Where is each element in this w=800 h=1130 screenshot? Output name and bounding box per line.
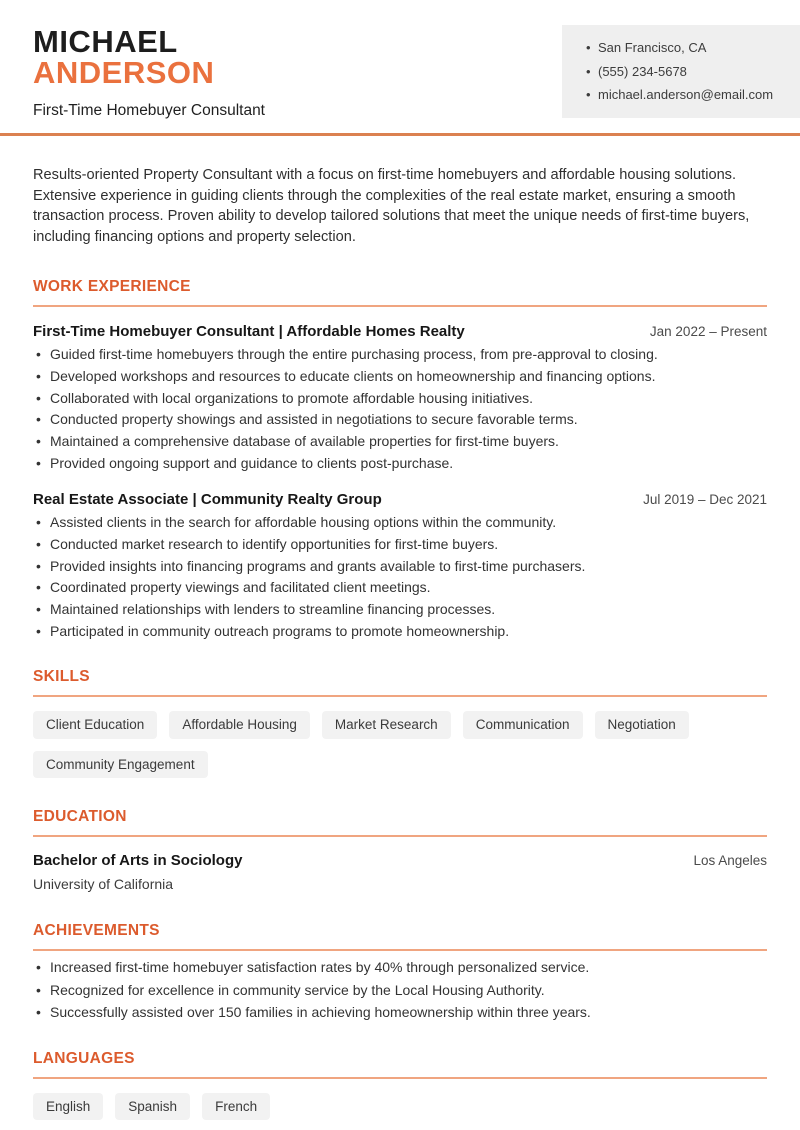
education-location: Los Angeles xyxy=(693,853,767,869)
job-bullet: • Maintained a comprehensive database of available properties for first-time buyers. xyxy=(33,434,767,448)
education-entry-header xyxy=(33,852,767,869)
skills-chip-list xyxy=(33,711,767,778)
job-dates: Jan 2022 – Present xyxy=(649,323,767,339)
job-bullet: • Developed workshops and resources to educate clients on homeownership and financing options. xyxy=(33,369,767,383)
education-heading: EDUCATION xyxy=(33,808,127,826)
skill-chip: Market Research xyxy=(322,711,451,739)
language-chip: English xyxy=(33,1093,103,1121)
job-bullet: • Collaborated with local organizations to promote affordable housing initiatives. xyxy=(33,391,767,405)
section-divider xyxy=(33,835,767,837)
section-divider xyxy=(33,949,767,951)
job-bullet: • Conducted property showings and assisted in negotiations to secure favorable terms. xyxy=(33,412,767,426)
section-skills xyxy=(33,668,767,778)
job-bullet: • Conducted market research to identify opportunities for first-time buyers. xyxy=(33,537,767,551)
section-education xyxy=(33,808,767,892)
job-header xyxy=(33,491,767,508)
degree-title: Bachelor of Arts in Sociology xyxy=(33,852,243,870)
school-name: University of California xyxy=(33,876,174,893)
contact-email: • michael.anderson@email.com xyxy=(586,83,790,107)
resume-body xyxy=(0,165,800,1120)
job-dates: Jul 2019 – Dec 2021 xyxy=(643,491,767,507)
achievements-list xyxy=(33,960,767,1020)
job-entry xyxy=(33,323,767,470)
section-languages xyxy=(33,1050,767,1121)
job-bullet: • Assisted clients in the search for affordable housing options within the community. xyxy=(33,515,767,529)
job-title: First-Time Homebuyer Consultant | Affordable Homes Realty xyxy=(33,322,465,340)
skill-chip: Affordable Housing xyxy=(169,711,310,739)
language-chip: French xyxy=(202,1093,270,1121)
work-experience-heading: WORK EXPERIENCE xyxy=(33,277,191,295)
achievement-bullet: • Recognized for excellence in community service by the Local Housing Authority. xyxy=(33,983,767,997)
skill-chip: Negotiation xyxy=(595,711,689,739)
header xyxy=(0,0,800,121)
job-bullet: • Participated in community outreach programs to promote homeownership. xyxy=(33,624,767,638)
name-first: MICHAEL xyxy=(33,24,178,59)
job-entry xyxy=(33,491,767,638)
achievement-bullet: • Successfully assisted over 150 families in achieving homeownership within three years. xyxy=(33,1005,767,1019)
job-bullet-list xyxy=(33,347,767,470)
job-title: Real Estate Associate | Community Realty Group xyxy=(33,490,382,508)
contact-list xyxy=(586,36,790,107)
role-title: First-Time Homebuyer Consultant xyxy=(33,102,265,119)
section-divider xyxy=(33,305,767,307)
job-bullet: • Provided insights into financing programs and grants available to first-time purchasers. xyxy=(33,559,767,573)
skill-chip: Community Engagement xyxy=(33,751,208,779)
languages-heading: LANGUAGES xyxy=(33,1049,135,1067)
achievement-bullet: • Increased first-time homebuyer satisfaction rates by 40% through personalized service. xyxy=(33,960,767,974)
job-bullet-list xyxy=(33,515,767,638)
section-work-experience xyxy=(33,278,767,638)
skills-heading: SKILLS xyxy=(33,668,90,686)
job-bullet: • Coordinated property viewings and facilitated client meetings. xyxy=(33,580,767,594)
summary-paragraph: Results-oriented Property Consultant with a focus on first-time homebuyers and affordable housing solutions. Extensive experience in guiding clients through the complexities of the real estate market, ensuring a smooth transaction process. Proven ability to develop tailored solutions that meet the unique needs of first-time buyers, including financing options and property selection. xyxy=(33,167,750,246)
section-achievements xyxy=(33,922,767,1020)
name-last: ANDERSON xyxy=(33,55,215,90)
language-chip: Spanish xyxy=(115,1093,190,1121)
job-bullet: • Maintained relationships with lenders to streamline financing processes. xyxy=(33,602,767,616)
skill-chip: Client Education xyxy=(33,711,157,739)
languages-chip-list xyxy=(33,1093,767,1121)
contact-phone: • (555) 234-5678 xyxy=(586,60,790,84)
job-header xyxy=(33,323,767,340)
contact-box xyxy=(562,25,800,118)
header-divider xyxy=(0,133,800,136)
job-bullet: • Guided first-time homebuyers through the entire purchasing process, from pre-approval to closing. xyxy=(33,347,767,361)
contact-location: • San Francisco, CA xyxy=(586,36,790,60)
job-bullet: • Provided ongoing support and guidance to clients post-purchase. xyxy=(33,456,767,470)
skill-chip: Communication xyxy=(463,711,583,739)
achievements-heading: ACHIEVEMENTS xyxy=(33,922,160,940)
section-divider xyxy=(33,1077,767,1079)
section-divider xyxy=(33,695,767,697)
